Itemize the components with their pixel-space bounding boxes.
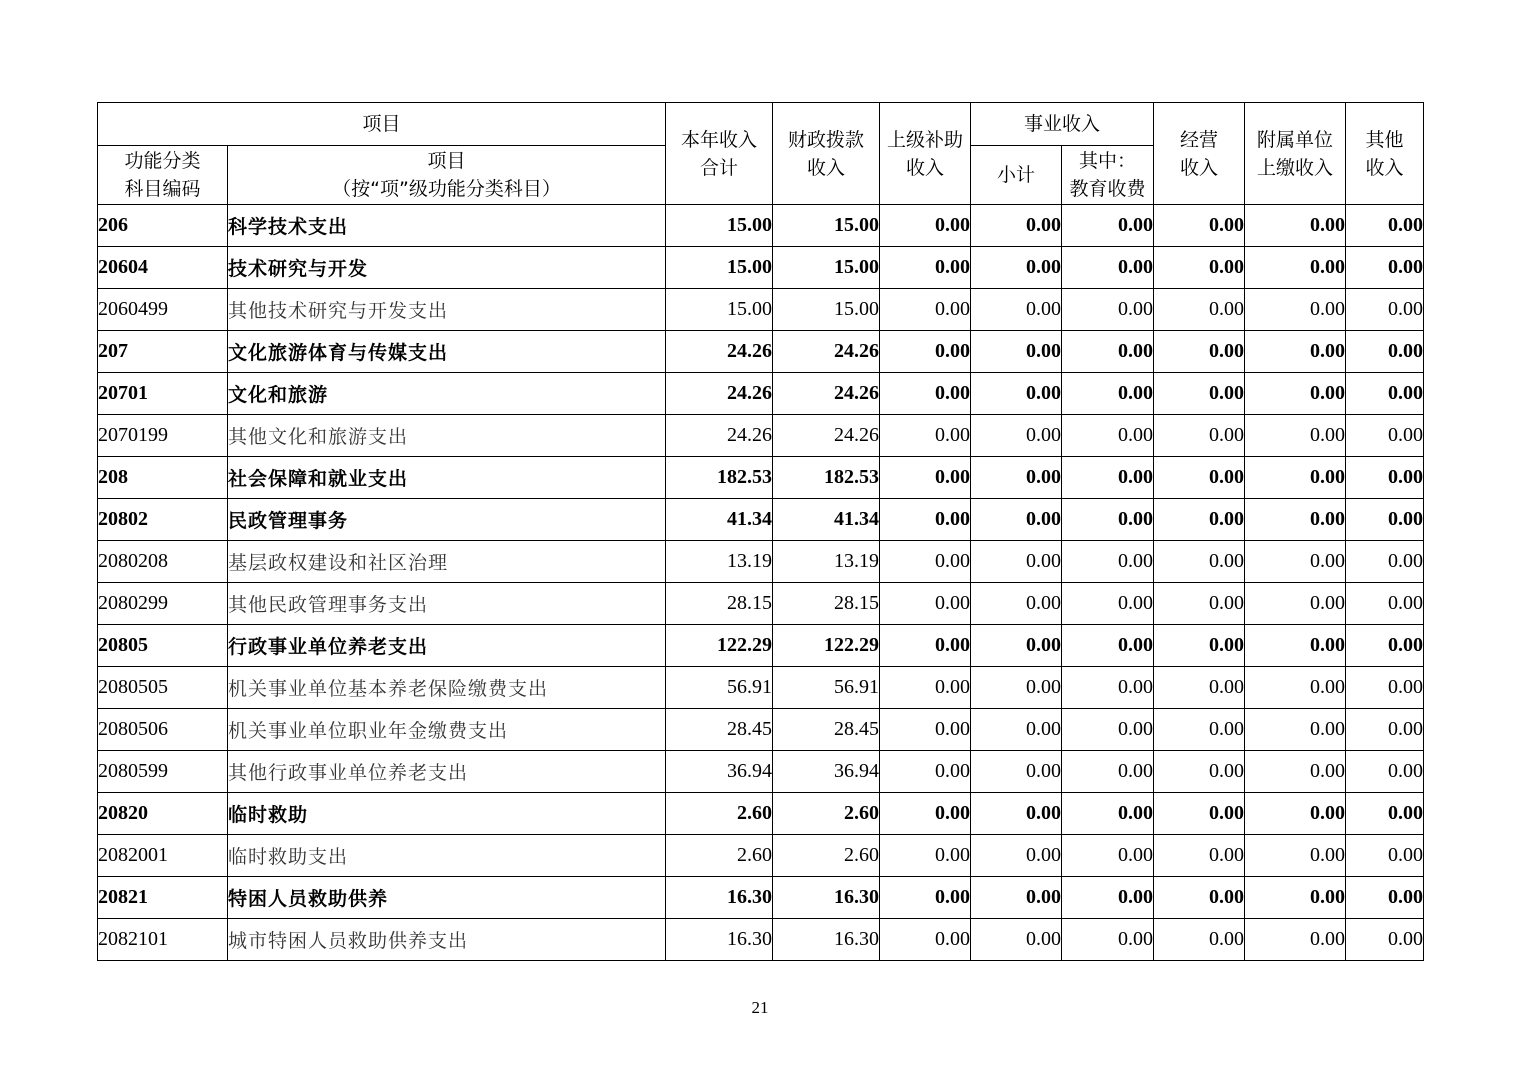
row-value: 0.00 [1154,415,1245,457]
row-value: 0.00 [1346,625,1424,667]
row-value: 0.00 [971,583,1062,625]
row-value: 0.00 [1245,457,1346,499]
row-value: 0.00 [971,205,1062,247]
row-value: 0.00 [1154,499,1245,541]
row-code: 2080506 [98,709,228,751]
header-total: 本年收入 合计 [666,103,773,205]
row-value: 2.60 [666,835,773,877]
row-value: 0.00 [1346,667,1424,709]
row-value: 182.53 [666,457,773,499]
row-value: 0.00 [880,793,971,835]
row-value: 24.26 [773,331,880,373]
row-value: 15.00 [666,205,773,247]
row-value: 0.00 [880,289,971,331]
row-value: 0.00 [1154,205,1245,247]
row-value: 0.00 [1245,709,1346,751]
table-row [98,709,1424,751]
row-value: 0.00 [1346,499,1424,541]
row-name: 临时救助支出 [228,835,666,877]
row-value: 24.26 [666,415,773,457]
row-value: 0.00 [1154,919,1245,961]
row-value: 0.00 [880,625,971,667]
row-value: 15.00 [773,289,880,331]
row-value: 0.00 [1346,289,1424,331]
row-value: 0.00 [971,625,1062,667]
table-row [98,583,1424,625]
row-value: 13.19 [773,541,880,583]
row-value: 0.00 [1346,583,1424,625]
row-value: 13.19 [666,541,773,583]
row-name: 基层政权建设和社区治理 [228,541,666,583]
row-code: 206 [98,205,228,247]
row-value: 0.00 [1346,247,1424,289]
row-value: 122.29 [773,625,880,667]
row-value: 0.00 [1062,793,1154,835]
row-value: 0.00 [1154,247,1245,289]
row-value: 0.00 [880,835,971,877]
row-value: 0.00 [1062,625,1154,667]
table-row [98,919,1424,961]
row-code: 2080599 [98,751,228,793]
row-value: 0.00 [1245,751,1346,793]
row-code: 20821 [98,877,228,919]
row-value: 0.00 [971,667,1062,709]
table-row [98,457,1424,499]
row-value: 0.00 [880,751,971,793]
row-value: 24.26 [773,373,880,415]
row-value: 0.00 [1245,541,1346,583]
header-business: 事业收入 [971,103,1154,146]
row-value: 15.00 [773,247,880,289]
row-code: 20802 [98,499,228,541]
row-value: 36.94 [666,751,773,793]
row-value: 0.00 [1154,835,1245,877]
row-value: 0.00 [880,499,971,541]
table-row [98,247,1424,289]
row-value: 0.00 [1346,919,1424,961]
row-code: 2060499 [98,289,228,331]
row-value: 0.00 [1154,541,1245,583]
row-value: 0.00 [1245,331,1346,373]
row-value: 0.00 [880,457,971,499]
row-value: 0.00 [1062,541,1154,583]
row-value: 0.00 [1245,247,1346,289]
header-item: 项目 （按“项”级功能分类科目） [228,146,666,205]
header-operating: 经营 收入 [1154,103,1245,205]
row-value: 0.00 [1245,415,1346,457]
row-value: 0.00 [1245,373,1346,415]
row-value: 24.26 [666,331,773,373]
row-value: 0.00 [971,289,1062,331]
row-value: 0.00 [971,751,1062,793]
row-value: 0.00 [1154,289,1245,331]
row-code: 20805 [98,625,228,667]
row-value: 0.00 [1245,835,1346,877]
row-value: 15.00 [666,247,773,289]
row-value: 0.00 [880,709,971,751]
row-value: 0.00 [1245,667,1346,709]
row-name: 社会保障和就业支出 [228,457,666,499]
row-name: 技术研究与开发 [228,247,666,289]
row-value: 0.00 [880,373,971,415]
row-value: 0.00 [1346,835,1424,877]
table-row [98,331,1424,373]
row-value: 0.00 [1245,499,1346,541]
row-value: 0.00 [1062,709,1154,751]
row-code: 20604 [98,247,228,289]
row-code: 20701 [98,373,228,415]
row-value: 0.00 [1154,583,1245,625]
row-value: 0.00 [971,793,1062,835]
row-value: 28.45 [666,709,773,751]
row-value: 0.00 [1245,793,1346,835]
row-code: 2080299 [98,583,228,625]
row-value: 0.00 [1062,415,1154,457]
row-name: 科学技术支出 [228,205,666,247]
row-value: 0.00 [971,541,1062,583]
table-row [98,793,1424,835]
row-name: 其他行政事业单位养老支出 [228,751,666,793]
row-value: 0.00 [880,415,971,457]
row-value: 0.00 [971,331,1062,373]
row-value: 56.91 [666,667,773,709]
row-value: 0.00 [971,499,1062,541]
row-value: 0.00 [1062,373,1154,415]
row-value: 0.00 [1062,919,1154,961]
row-name: 其他文化和旅游支出 [228,415,666,457]
header-project: 项目 [98,103,666,146]
row-code: 20820 [98,793,228,835]
table-row [98,877,1424,919]
row-code: 2082101 [98,919,228,961]
row-value: 0.00 [1154,331,1245,373]
row-name: 机关事业单位职业年金缴费支出 [228,709,666,751]
row-value: 0.00 [971,373,1062,415]
row-value: 0.00 [971,919,1062,961]
row-value: 0.00 [1346,709,1424,751]
row-value: 0.00 [971,457,1062,499]
row-name: 机关事业单位基本养老保险缴费支出 [228,667,666,709]
row-value: 16.30 [666,919,773,961]
row-value: 0.00 [1346,877,1424,919]
row-value: 0.00 [880,541,971,583]
budget-table [97,102,1424,961]
row-value: 56.91 [773,667,880,709]
row-name: 临时救助 [228,793,666,835]
row-value: 0.00 [1245,205,1346,247]
header-code: 功能分类 科目编码 [98,146,228,205]
header-subsidy: 上级补助 收入 [880,103,971,205]
page-number: 21 [751,998,769,1017]
row-value: 0.00 [1062,877,1154,919]
row-value: 28.15 [666,583,773,625]
row-code: 207 [98,331,228,373]
table-row [98,541,1424,583]
row-value: 0.00 [880,205,971,247]
row-value: 0.00 [1346,457,1424,499]
table-row [98,415,1424,457]
row-value: 0.00 [1245,289,1346,331]
row-value: 0.00 [1245,919,1346,961]
row-value: 15.00 [773,205,880,247]
row-name: 特困人员救助供养 [228,877,666,919]
row-name: 民政管理事务 [228,499,666,541]
header-education: 其中： 教育收费 [1062,146,1154,205]
row-value: 28.45 [773,709,880,751]
row-value: 0.00 [880,331,971,373]
header-fiscal: 财政拨款 收入 [773,103,880,205]
row-value: 24.26 [666,373,773,415]
row-value: 0.00 [1154,793,1245,835]
row-value: 0.00 [971,877,1062,919]
table-body [98,205,1424,961]
row-value: 0.00 [1062,667,1154,709]
row-value: 0.00 [880,667,971,709]
row-code: 2082001 [98,835,228,877]
row-value: 0.00 [880,247,971,289]
table-row [98,499,1424,541]
row-value: 0.00 [1154,457,1245,499]
header-affiliated: 附属单位 上缴收入 [1245,103,1346,205]
row-code: 208 [98,457,228,499]
row-value: 16.30 [666,877,773,919]
row-value: 0.00 [880,583,971,625]
row-value: 0.00 [1062,751,1154,793]
row-value: 15.00 [666,289,773,331]
table-row [98,667,1424,709]
row-value: 0.00 [1062,331,1154,373]
row-value: 0.00 [880,919,971,961]
row-value: 0.00 [1346,373,1424,415]
row-value: 0.00 [1154,709,1245,751]
table-row [98,373,1424,415]
row-value: 182.53 [773,457,880,499]
row-value: 0.00 [1346,751,1424,793]
row-value: 0.00 [971,709,1062,751]
table-row [98,625,1424,667]
row-value: 0.00 [1062,457,1154,499]
row-value: 28.15 [773,583,880,625]
row-code: 2070199 [98,415,228,457]
row-value: 41.34 [666,499,773,541]
row-value: 16.30 [773,919,880,961]
row-value: 2.60 [773,835,880,877]
row-value: 0.00 [1154,877,1245,919]
row-value: 0.00 [1245,877,1346,919]
row-value: 122.29 [666,625,773,667]
table-row [98,205,1424,247]
row-value: 0.00 [971,835,1062,877]
table-row [98,751,1424,793]
row-value: 0.00 [1346,415,1424,457]
row-value: 0.00 [1062,289,1154,331]
row-value: 0.00 [1245,625,1346,667]
row-value: 0.00 [1346,793,1424,835]
row-value: 2.60 [773,793,880,835]
row-value: 0.00 [1154,373,1245,415]
row-value: 41.34 [773,499,880,541]
row-value: 0.00 [880,877,971,919]
row-value: 0.00 [1062,583,1154,625]
header-subtotal: 小计 [971,146,1062,205]
row-name: 文化和旅游 [228,373,666,415]
row-value: 2.60 [666,793,773,835]
row-value: 24.26 [773,415,880,457]
row-name: 文化旅游体育与传媒支出 [228,331,666,373]
row-value: 36.94 [773,751,880,793]
row-value: 0.00 [1062,247,1154,289]
row-value: 0.00 [1062,499,1154,541]
row-value: 0.00 [971,415,1062,457]
row-value: 0.00 [971,247,1062,289]
row-name: 其他技术研究与开发支出 [228,289,666,331]
table-row [98,289,1424,331]
row-value: 0.00 [1062,205,1154,247]
row-name: 城市特困人员救助供养支出 [228,919,666,961]
row-name: 其他民政管理事务支出 [228,583,666,625]
table-row [98,835,1424,877]
row-value: 0.00 [1154,667,1245,709]
row-value: 0.00 [1062,835,1154,877]
row-value: 0.00 [1346,331,1424,373]
row-value: 0.00 [1346,541,1424,583]
row-value: 0.00 [1154,625,1245,667]
row-code: 2080208 [98,541,228,583]
row-code: 2080505 [98,667,228,709]
row-value: 0.00 [1245,583,1346,625]
row-value: 0.00 [1154,751,1245,793]
row-value: 0.00 [1346,205,1424,247]
row-value: 16.30 [773,877,880,919]
header-other: 其他 收入 [1346,103,1424,205]
row-name: 行政事业单位养老支出 [228,625,666,667]
